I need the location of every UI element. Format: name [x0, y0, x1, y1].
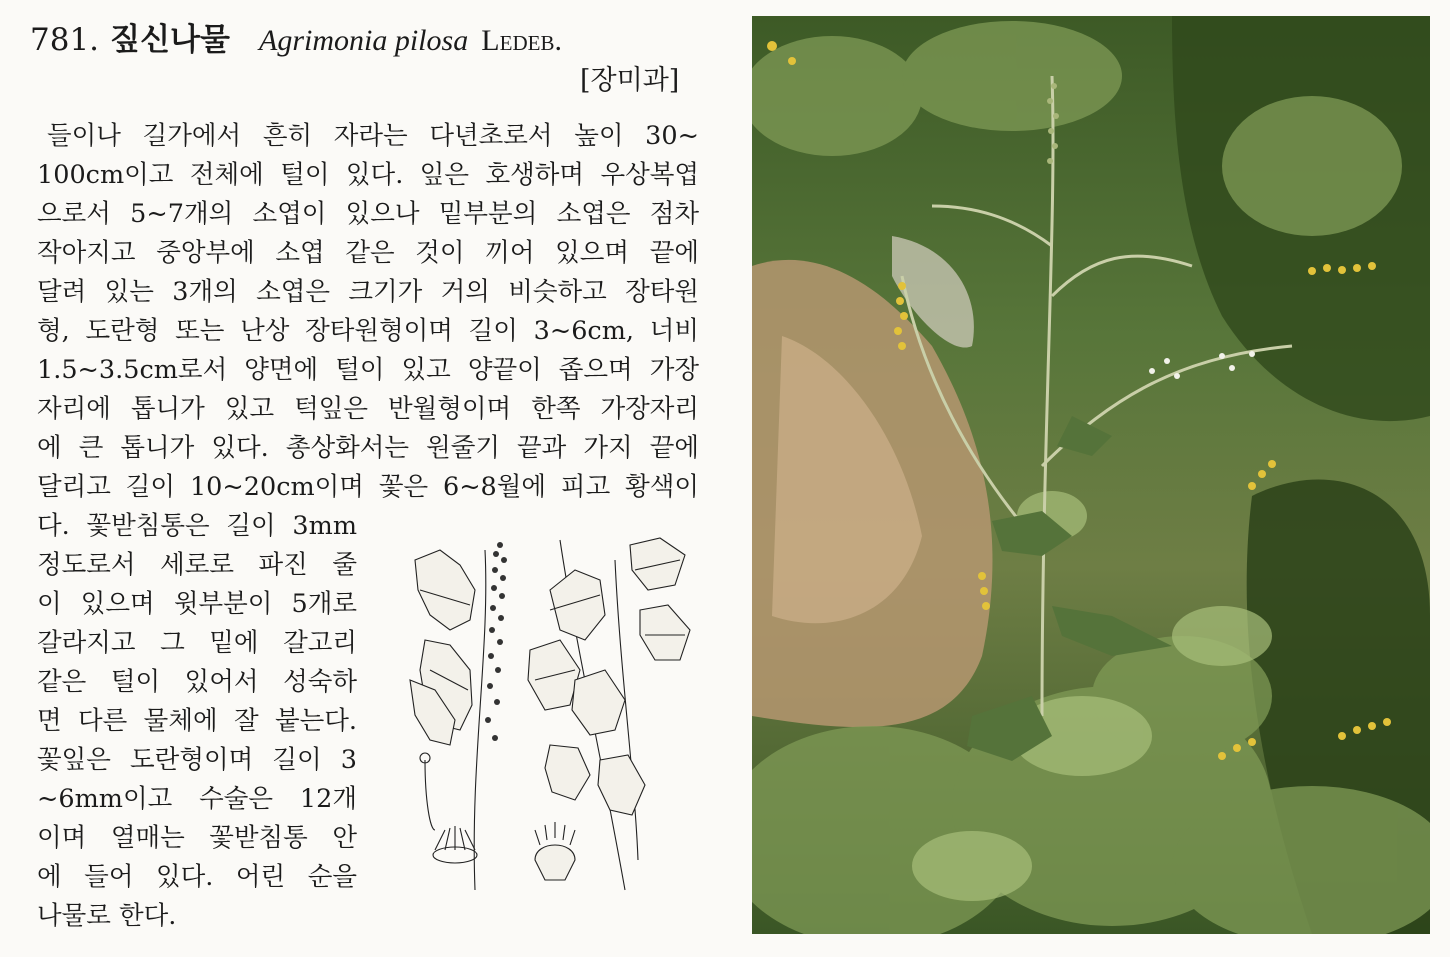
text-line: ~6mm이고 수술은 12개 [37, 784, 357, 814]
text-line: 이 있으며 윗부분이 5개로 [37, 589, 357, 619]
text-line: 다. 꽃받침통은 길이 3mm [37, 511, 357, 541]
author-name: Ledeb. [481, 24, 562, 57]
text-line: 들이나 길가에서 흔히 자라는 다년초로서 높이 30~ [47, 121, 699, 151]
text-line: 이며 열매는 꽃받침통 안 [37, 823, 357, 853]
botanical-line-drawing-icon [400, 530, 700, 910]
korean-name: 짚신나물 [110, 22, 230, 58]
text-line: 으로서 5~7개의 소엽이 있으나 밑부분의 소엽은 점차 [37, 199, 699, 229]
text-line: 에 들어 있다. 어린 순을 [37, 862, 357, 892]
entry-heading [30, 14, 730, 58]
plant-photograph-icon [752, 16, 1430, 934]
text-line: 갈라지고 그 밑에 갈고리 [37, 628, 357, 658]
entry-number: 781. [30, 22, 100, 58]
text-line: 형, 도란형 또는 난상 장타원형이며 길이 3~6cm, 너비 [37, 316, 699, 346]
text-line: 면 다른 물체에 잘 붙는다. [37, 706, 357, 736]
text-line: 같은 털이 있어서 성숙하 [37, 667, 357, 697]
description-narrow-column [37, 507, 357, 936]
text-line: 작아지고 중앙부에 소엽 같은 것이 끼어 있으며 끝에 [37, 238, 699, 268]
text-line: 100cm이고 전체에 털이 있다. 잎은 호생하며 우상복엽 [37, 160, 699, 190]
text-line: 에 큰 톱니가 있다. 총상화서는 원줄기 끝과 가지 끝에 [37, 433, 699, 463]
description-paragraph [37, 117, 699, 507]
text-line: 나물로 한다. [37, 901, 177, 931]
family-name: [장미과] [580, 65, 680, 96]
text-line: 1.5~3.5cm로서 양면에 털이 있고 양끝이 좁으며 가장 [37, 355, 699, 385]
text-line: 자리에 톱니가 있고 턱잎은 반월형이며 한쪽 가장자리 [37, 394, 699, 424]
text-line: 꽃잎은 도란형이며 길이 3 [37, 745, 357, 775]
text-line: 달리고 길이 10~20cm이며 꽃은 6~8월에 피고 황색이 [37, 472, 699, 502]
text-line: 달려 있는 3개의 소엽은 크기가 거의 비슷하고 장타원 [37, 277, 699, 307]
text-line: 정도로서 세로로 파진 줄 [37, 550, 357, 580]
scientific-name: Agrimonia pilosa [259, 24, 469, 57]
